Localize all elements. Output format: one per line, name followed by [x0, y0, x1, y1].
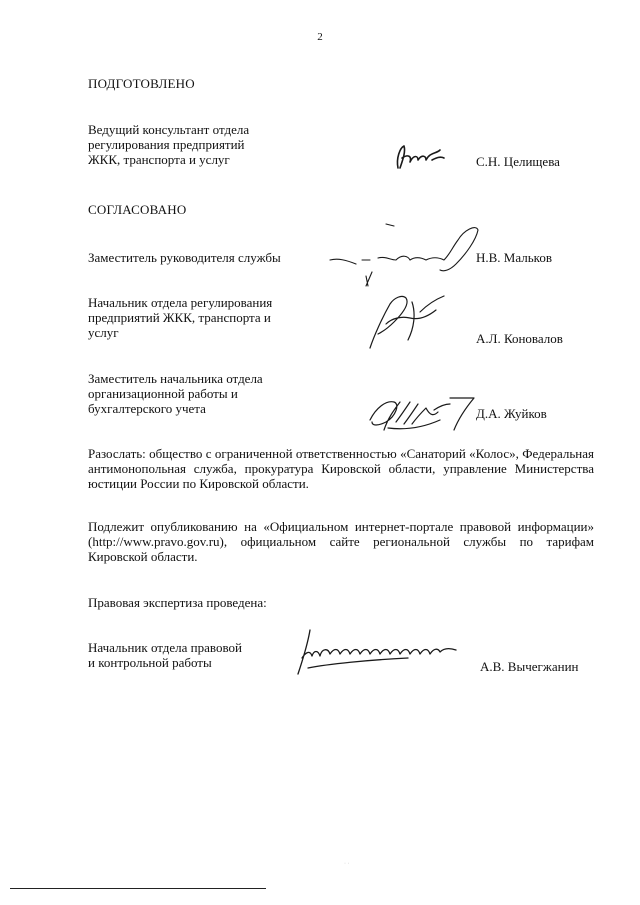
signature-konovalov: [360, 288, 450, 354]
prepared-signatory-name: С.Н. Целищева: [476, 154, 560, 169]
position-line: ЖКК, транспорта и услуг: [88, 152, 230, 167]
distribution-paragraph: Разослать: общество с ограниченной ответственностью «Санаторий «Колос», Федеральная антимонопольная служба, прокуратура Кировской области, управление Министерства юстиции России по Кировской области.: [88, 446, 594, 491]
position-line: Ведущий консультант отдела: [88, 122, 250, 137]
publication-paragraph: Подлежит опубликованию на «Официальном интернет-портале правовой информации» (http://www.pravo.gov.ru), официальном сайте региональной службы по тарифам Кировской области.: [88, 519, 594, 564]
position-line: предприятий ЖКК, транспорта и: [88, 310, 271, 325]
prepared-position: [88, 122, 328, 167]
position-line: регулирования предприятий: [88, 137, 245, 152]
position-line: и контрольной работы: [88, 655, 212, 670]
position-line: Начальник отдела регулирования: [88, 295, 273, 310]
legal-review-position: [88, 640, 308, 670]
signature-zhuykov: [364, 390, 480, 440]
position-line: Начальник отдела правовой: [88, 640, 242, 655]
position-line: бухгалтерского учета: [88, 401, 206, 416]
position-line: Заместитель руководителя службы: [88, 250, 281, 265]
agreed-position-3: [88, 371, 338, 416]
agreed-position-1: [88, 250, 338, 265]
agreed-signatory-name-3: Д.А. Жуйков: [476, 406, 547, 421]
footer-rule: [10, 888, 266, 889]
agreed-position-2: [88, 295, 338, 340]
signature-malkov: [326, 220, 486, 290]
signature-vychegzhanin: [288, 626, 460, 684]
agreed-heading: СОГЛАСОВАНО: [88, 202, 187, 217]
scan-speck: · ·: [344, 861, 350, 867]
position-line: услуг: [88, 325, 119, 340]
agreed-signatory-name-1: Н.В. Мальков: [476, 250, 552, 265]
signature-tselishcheva: [392, 140, 448, 174]
position-line: Заместитель начальника отдела: [88, 371, 263, 386]
position-line: организационной работы и: [88, 386, 238, 401]
prepared-heading: ПОДГОТОВЛЕНО: [88, 76, 195, 91]
legal-review-statement: Правовая экспертиза проведена:: [88, 595, 267, 610]
page-number: 2: [317, 31, 323, 43]
legal-review-signatory-name: А.В. Вычегжанин: [480, 659, 579, 674]
agreed-signatory-name-2: А.Л. Коновалов: [476, 331, 563, 346]
